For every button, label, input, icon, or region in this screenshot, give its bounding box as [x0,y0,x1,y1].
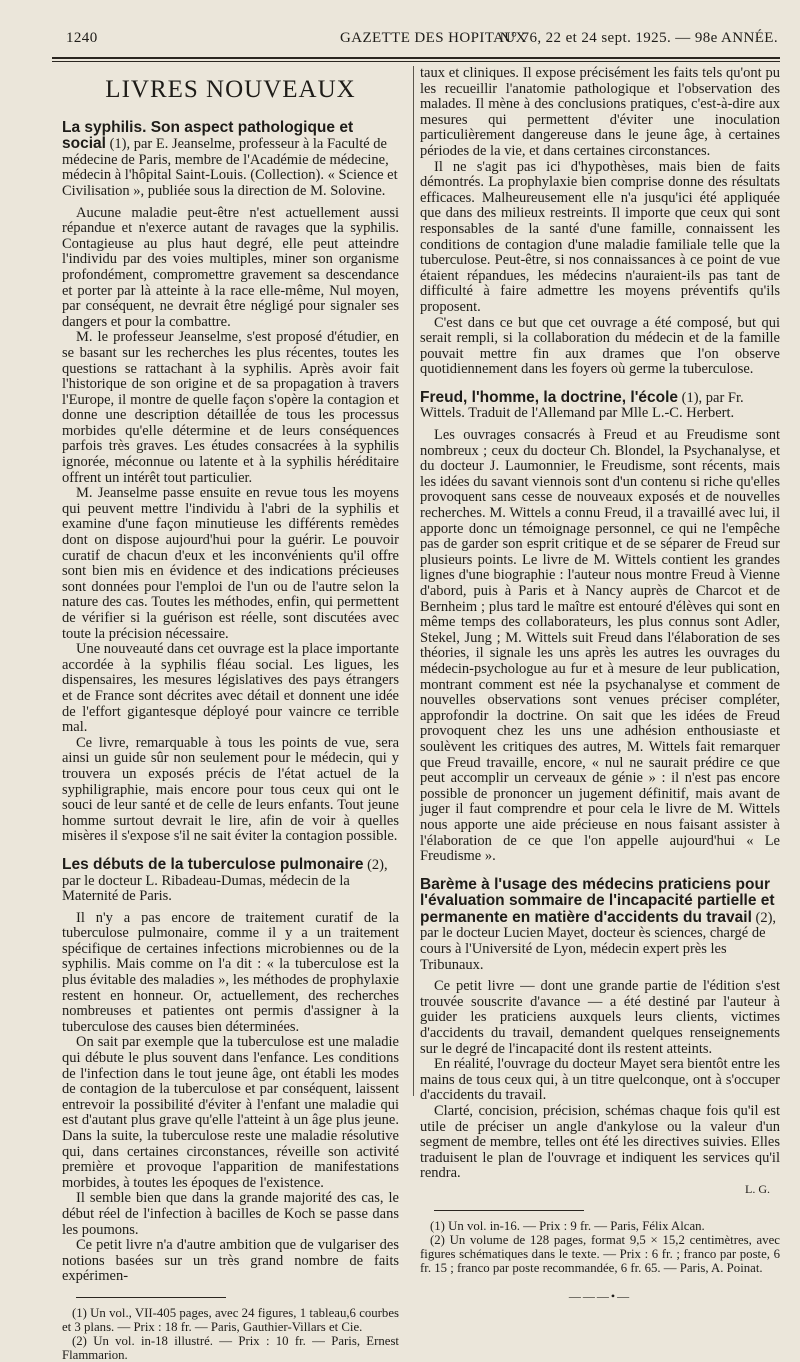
paragraph: Clarté, concision, précision, schémas chaque fois qu'il est utile de préciser un angle d'ankylose ou la valeur d'un segment de membre, telles ont été les directives suivies. Elles traduisent le plan de l'ouvrage et indiquent les services qu'il rendra. [420,1103,780,1182]
header-rule [52,57,780,59]
footnote: (1) Un vol., VII-405 pages, avec 24 figures, 1 tableau,6 courbes et 3 plans. — Prix : 18 fr. — Paris, Gauthier-Villars et Cie. [62,1305,399,1334]
review-title: Barème à l'usage des médecins praticiens pour l'évaluation sommaire de l'incapacité partielle et permanente en matière d'accidents du travail [420,875,775,926]
paragraph: M. Jeanselme passe ensuite en revue tous les moyens qui peuvent mettre l'individu à l'abri de la syphilis et examine d'une façon minutieuse les différents remèdes dont on dispose aujourd'hui pour la guérir. Le pouvoir curatif de chacun d'eux et les inconvénients qu'il offre sont bien mis en évidence et des indications précieuses sont données pour l'emploi de l'un ou de l'autre selon la nature des cas. Toutes les méthodes, enfin, qui permettent de vérifier si la guérison est réelle, sont discutées avec toute la précision nécessaire. [62,485,399,642]
paragraph: Aucune maladie peut-être n'est actuellement aussi répandue et n'exerce autant de ravages que la syphilis. Contagieuse au plus haut degré, elle peut atteindre l'individu par des voies multiples, miner son organisme profondément, compromettre gravement sa descendance et porter par là atteinte à la race elle-même, Nul moyen, par conséquent, ne devrait être négligé pour signaler ses dangers et pour la combattre. [62,204,399,330]
paragraph: C'est dans ce but que cet ouvrage a été composé, but qui serait rempli, si la collaboration du médecin et de la famille pouvait mettre fin aux drames que l'on observe quotidiennement dans les foyers où germe la tuberculose. [420,314,780,378]
signature: L. G. [745,1181,770,1196]
paragraph: Il ne s'agit pas ici d'hypothèses, mais bien de faits démontrés. La prophylaxie bien comprise donne des résultats efficaces. Malheureusement elle n'a jusqu'ici été appliquée que dans des milieux restreints. Il importe que ceux qui sont responsables de la santé d'une famille, connaissent les conditions de contagion d'une maladie familiale telle que la tuberculose. Peut-être, si nos connaissances à ce point de vue étaient répandues, les médecins n'auraient-ils pas tant de difficulté à faire admettre les moyens préventifs qu'ils proposent. [420,158,780,315]
paragraph: Il semble bien que dans la grande majorité des cas, le début réel de l'infection à bacilles de Koch se passe dans les poumons. [62,1190,399,1238]
review-syphilis [62,120,399,845]
running-head [52,30,778,52]
review-details: (1), par E. Jeanselme, professeur à la Faculté de médecine de Paris, membre de l'Académie de médecine, médecin à l'hôpital Saint-Louis. (Collection). « Science et Civilisation », publiée sous la direction de M. Solovine. [62,136,398,199]
review-bareme [420,877,780,1198]
paragraph: M. le professeur Jeanselme, s'est proposé d'étudier, en se basant sur les recherches les plus récentes, toutes les questions se rattachant à la syphilis. Après avoir fait l'historique de son origine et de sa propagation à travers l'Europe, il montre de quelle façon s'opère la contagion et donne une description détaillée de tous les processus morbides qu'elle détermine et de leurs conséquences parfois très graves. Les études consacrées à la syphilis ignorée, méconnue ou latente et à la syphilis héréditaire offrent un intérêt tout particulier. [62,329,399,486]
section-title: LIVRES NOUVEAUX [105,76,356,103]
issue-info: N° 76, 22 et 24 sept. 1925. — 98e ANNÉE. [499,30,778,46]
footnote-rule [434,1210,584,1211]
review-details: (2), par le docteur Lucien Mayet, docteur ès sciences, chargé de cours à l'Université de Lyon, médecin expert près les Tribunaux. [420,909,777,973]
review-tuberculose [62,857,399,1285]
paragraph: taux et cliniques. Il expose précisément les faits tels qu'ont pu les recueillir l'anatomie pathologique et l'observation des malades. Il mène à des conclusions pratiques, c'est-à-dire aux mesures qui permettent d'éviter une inoculation particulièrement dangereuse dans le jeune âge, à certaines périodes de la vie, et dans certaines circonstances. [420,65,780,159]
paragraph: On sait par exemple que la tuberculose est une maladie qui débute le plus souvent dans l'enfance. Les conditions de l'infection dans le tout jeune âge, ont établi les modes de contagion de la tuberculose et par conséquent, laissent entrevoir la possibilité d'éviter à l'enfant une maladie qui est d'autant plus grave qu'elle l'atteint à un âge plus jeune. Dans la suite, la tuberculose reste une maladie résolutive qui, dans certaines circonstances, réveille son activité première et provoque l'apparition de manifestations morbides, à toutes les époques de l'existence. [62,1034,399,1191]
column-divider [413,66,414,1096]
end-ornament: ———•— [568,1288,632,1303]
right-column [420,66,780,1304]
review-freud [420,390,780,865]
paragraph: Ce petit livre — dont une grande partie de l'édition s'est trouvée souscrite d'avance — a été destiné par l'auteur à guider les praticiens auxquels leurs clients, victimes d'accidents du travail, demandent quelques renseignements sur le degré de l'incapacité dont ils restent atteints. [420,978,780,1057]
review-title: Les débuts de la tuberculose pulmonaire [62,855,364,873]
footnote: (2) Un volume de 128 pages, format 9,5 × 15,2 centimètres, avec figures schématiques dans le texte. — Prix : 6 fr. ; franco par poste, 6 fr. 15 ; franco par poste recommandée, 6 fr. 65. — Paris, A. Poinat. [420,1232,780,1275]
footnote: (1) Un vol. in-16. — Prix : 9 fr. — Paris, Félix Alcan. [430,1218,705,1233]
journal-title: GAZETTE DES HOPITAUX [340,30,527,46]
header-rule-thin [52,61,780,62]
review-heading [420,877,780,974]
footnote-rule [76,1297,226,1298]
paragraph: Ce livre, remarquable à tous les points de vue, sera ainsi un guide sûr non seulement pour le médecin, qui y trouvera un exposés précis de l'état actuel de la syphiligraphie, mais encore pour tous ceux qui ont le souci de leur santé et de celle de leurs enfants. Tout jeune homme surtout devrait le lire, afin de voir à quelles misères il s'expose s'il ne sait éviter la contagion possible. [62,734,399,845]
left-column [62,66,399,1362]
review-heading [62,120,399,200]
paragraph: Une nouveauté dans cet ouvrage est la place importante accordée à la syphilis fléau social. Les ligues, les dispensaires, les mesures législatives des pays étrangers et de France sont décrites avec détail et donnent une idée de l'effort gigantesque déployé pour vaincre ce terrible mal. [62,641,399,736]
review-title: La syphilis. Son aspect pathologique et social [62,118,354,153]
page-number: 1240 [66,30,98,46]
review-heading [420,390,780,422]
paragraph: Ce petit livre n'a d'autre ambition que de vulgariser des notions basées sur un très grand nombre de faits expérimen- [62,1237,399,1285]
paragraph: Il n'y a pas encore de traitement curatif de la tuberculose pulmonaire, comme il y a un traitement spécifique de certaines infections microbiennes ou de la syphilis. Mais comme on l'a dit : « la tuberculose est la plus évitable des maladies », les méthodes de prophylaxie restent en honneur. Or, actuellement, des recherches nombreuses et patientes ont permis d'assigner à la tuberculose des causes bien déterminées. [62,909,399,1035]
review-details: (2), par le docteur L. Ribadeau-Dumas, médecin de la Maternité de Paris. [62,856,388,905]
review-heading [62,857,399,905]
review-title: Freud, l'homme, la doctrine, l'école [420,388,679,406]
review-details: (1), par Fr. Wittels. Traduit de l'Allemand par Mlle L.-C. Herbert. [420,389,744,422]
paragraph: En réalité, l'ouvrage du docteur Mayet sera bientôt entre les mains de tous ceux qui, à un titre quelconque, ont à s'occuper d'accidents du travail. [420,1056,780,1104]
paragraph: Les ouvrages consacrés à Freud et au Freudisme sont nombreux ; ceux du docteur Ch. Blondel, la Psychanalyse, et du docteur J. Laumonnier, le Freudisme, sont récents, mais les idées du savant viennois sont d'un contenu si riche qu'elles provoquent sans cesse de nouveaux exposés et de nouvelles recherches. M. Wittels a connu Freud, il a travaillé avec lui, il apporte donc un témoignage personnel, ce qui ne l'empêche pas de garder son esprit critique et de se séparer de Freud sur plusieurs points. Le livre de M. Wittels contient les grandes lignes d'une biographie : l'auteur nous montre Freud à Vienne d'abord, puis à Paris et à Nancy auprès de Charcot et de Bernheim ; plus tard le maître est entouré d'élèves qui sont en même temps des collaborateurs, les plus connus sont Adler, Stekel, Jung ; M. Wittels suit Freud dans l'élaboration de ses théories, il signale les uns après les autres les ouvrages du médecin-psychologue au fur et à mesure de leur publication, montrant comment est née la psychanalyse et comment de nouvelles observations sont venues préciser compléter, approfondir la doctrine. On sait que les idées de Freud provoquent chez les uns une adhésion enthousiaste et soulèvent les critiques des autres, M. Wittels fait remarquer que Freud travaille, encore, « nul ne saurait prédire ce que peut accomplir un cerveaux de génie » : il n'est pas encore possible de prononcer un jugement définitif, mais avant de juger il faut comprendre et pour cela le livre de M. Wittels nous apporte une aide précieuse en nous faisant assister à l'élaboration de ce que l'on appelle aujourd'hui « Le Freudisme ». [420,427,780,865]
footnote: (2) Un vol. in-18 illustré. — Prix : 10 fr. — Paris, Ernest Flammarion. [62,1333,399,1362]
